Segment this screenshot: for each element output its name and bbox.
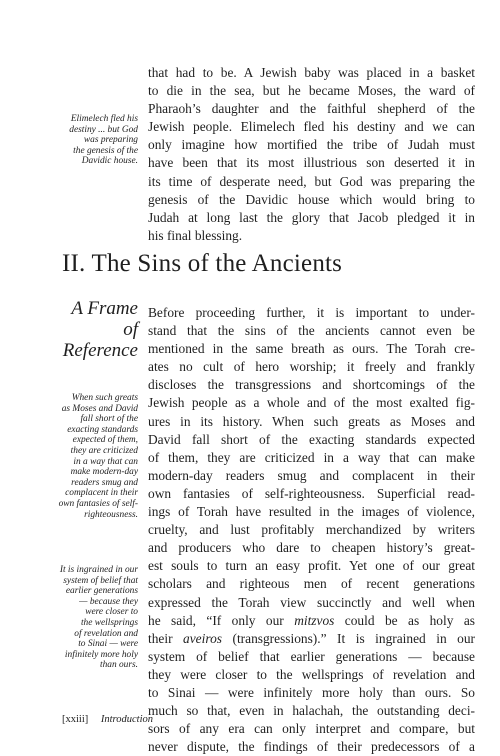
subheading [63,298,138,361]
text-line: est souls to turn an easy profit. Yet one of our great [148,558,475,574]
text-line: never dispute, the findings of their predecessors of a [148,739,475,755]
text-line: its time of desperate need, but God was preparing the [148,173,475,189]
margin-note-moses-david [38,393,138,520]
note-line: the wellsprings [80,617,138,628]
text-line: genesis of the Davidic house which would bring to [148,191,475,207]
text-line [148,630,475,648]
text-line: Jewish people. Elimelech fled his destiny and we can [148,119,475,135]
text-line: Pharaoh’s daughter and the faithful shepherd of the [148,101,475,117]
text-line: that had to be. A Jewish baby was placed in a basket [148,65,475,80]
text-line: have been that its most illustrious son deserted it in [148,155,475,171]
note-line: were closer to [85,607,138,618]
text-run: he said, “If only our [148,612,295,628]
running-section-title: Introduction [100,714,153,725]
note-line: Elimelech fled his [70,114,138,124]
text-line: Before proceeding further, it is important to under- [148,305,475,320]
text-line: own fantasies of self-righteousness. Superficial read- [148,485,475,501]
text-line: Jewish people as a whole and of the most exalted fig- [148,395,475,411]
text-line: Judah at long last the glory that Jacob pledged it in [148,209,475,225]
note-line: the genesis of the [73,145,138,156]
subheading-line: A Frame [71,298,138,319]
note-line: own fantasies of self- [58,498,138,509]
margin-note-ingrained [38,565,138,671]
text-line: only imagine how mortified the tribe of Judah must [148,137,475,153]
note-line: exacting standards [67,424,138,435]
text-line: modern-day readers smug and complacent in their [148,467,475,483]
subheading-line: of [123,319,138,340]
body-paragraph [148,304,475,756]
note-line: When such greats [71,393,138,403]
note-line: they are criticized [70,445,138,456]
text-line: they were closer to the wellsprings of revelation and [148,666,475,682]
text-line: ings of Torah have resulted in the images of violence, [148,504,475,520]
text-run: could be as holy as [334,612,475,628]
text-line: and producers who dare to cheapen history’s great- [148,540,475,556]
text-line: system of belief that earlier generations — because [148,648,475,664]
text-line: stand that the sins of the ancients cannot even be [148,323,475,339]
text-run: (transgressions).” It is ingrained in our [221,630,475,646]
note-line: fall short of the [80,414,138,425]
text-line: his final blessing. [148,227,243,243]
text-line: David fall short of the exacting standards expected [148,431,475,447]
margin-note-elimelech [38,114,138,167]
note-line: to Sinai — were [78,639,138,650]
note-line: righteousness. [84,509,138,520]
note-line: in a way that can [73,456,138,467]
top-paragraph [148,64,475,245]
note-line: destiny ... but God [69,124,138,135]
page-footer [62,714,153,725]
text-line: sors of any era can only interpret and compare, but [148,721,475,737]
note-line: system of belief that [63,575,138,586]
note-line: of revelation and [74,628,138,639]
note-line: complacent in their [65,488,138,499]
text-line: ates no cult of hero worship; it freely and frankly [148,359,475,375]
note-line: readers smug and [71,477,138,488]
note-line: Davidic house. [81,156,138,167]
text-line: mentioned in the same breath as ours. The Torah cre- [148,341,475,357]
italic-term: aveiros [183,630,222,646]
subheading-line: Reference [62,340,138,361]
note-line: make modern-day [70,467,138,478]
text-line: to Sinai — were infinitely more holy than ours. So [148,684,475,700]
italic-term: mitzvos [294,612,335,628]
text-line [148,612,475,630]
text-line: cruelty, and lust profitably merchandized by writers [148,522,475,538]
note-line: than ours. [99,660,138,671]
text-run: their [148,630,184,646]
text-line: scholars and righteous men of recent generations [148,576,475,592]
text-line: expressed the Torah view succinctly and well when [148,594,475,610]
note-line: — because they [79,596,138,607]
note-line: expected of them, [72,435,138,446]
note-line: It is ingrained in our [59,565,138,575]
text-line: ures in its history. When such greats as Moses and [148,413,475,429]
text-line: much so that, even in halachah, the outstanding deci- [148,703,475,719]
text-line: of them, they are criticized in a way that can make [148,449,475,465]
note-line: infinitely more holy [64,649,138,660]
note-line: earlier generations [65,586,138,597]
text-line: discloses the transgressions and shortcomings of the [148,377,475,393]
section-heading: II. The Sins of the Ancients [62,250,343,277]
note-line: as Moses and David [61,403,138,414]
text-line: to die in the sea, but he became Moses, the ward of [148,83,475,99]
note-line: was preparing [83,135,138,146]
page-number: [xxiii] [62,714,89,725]
